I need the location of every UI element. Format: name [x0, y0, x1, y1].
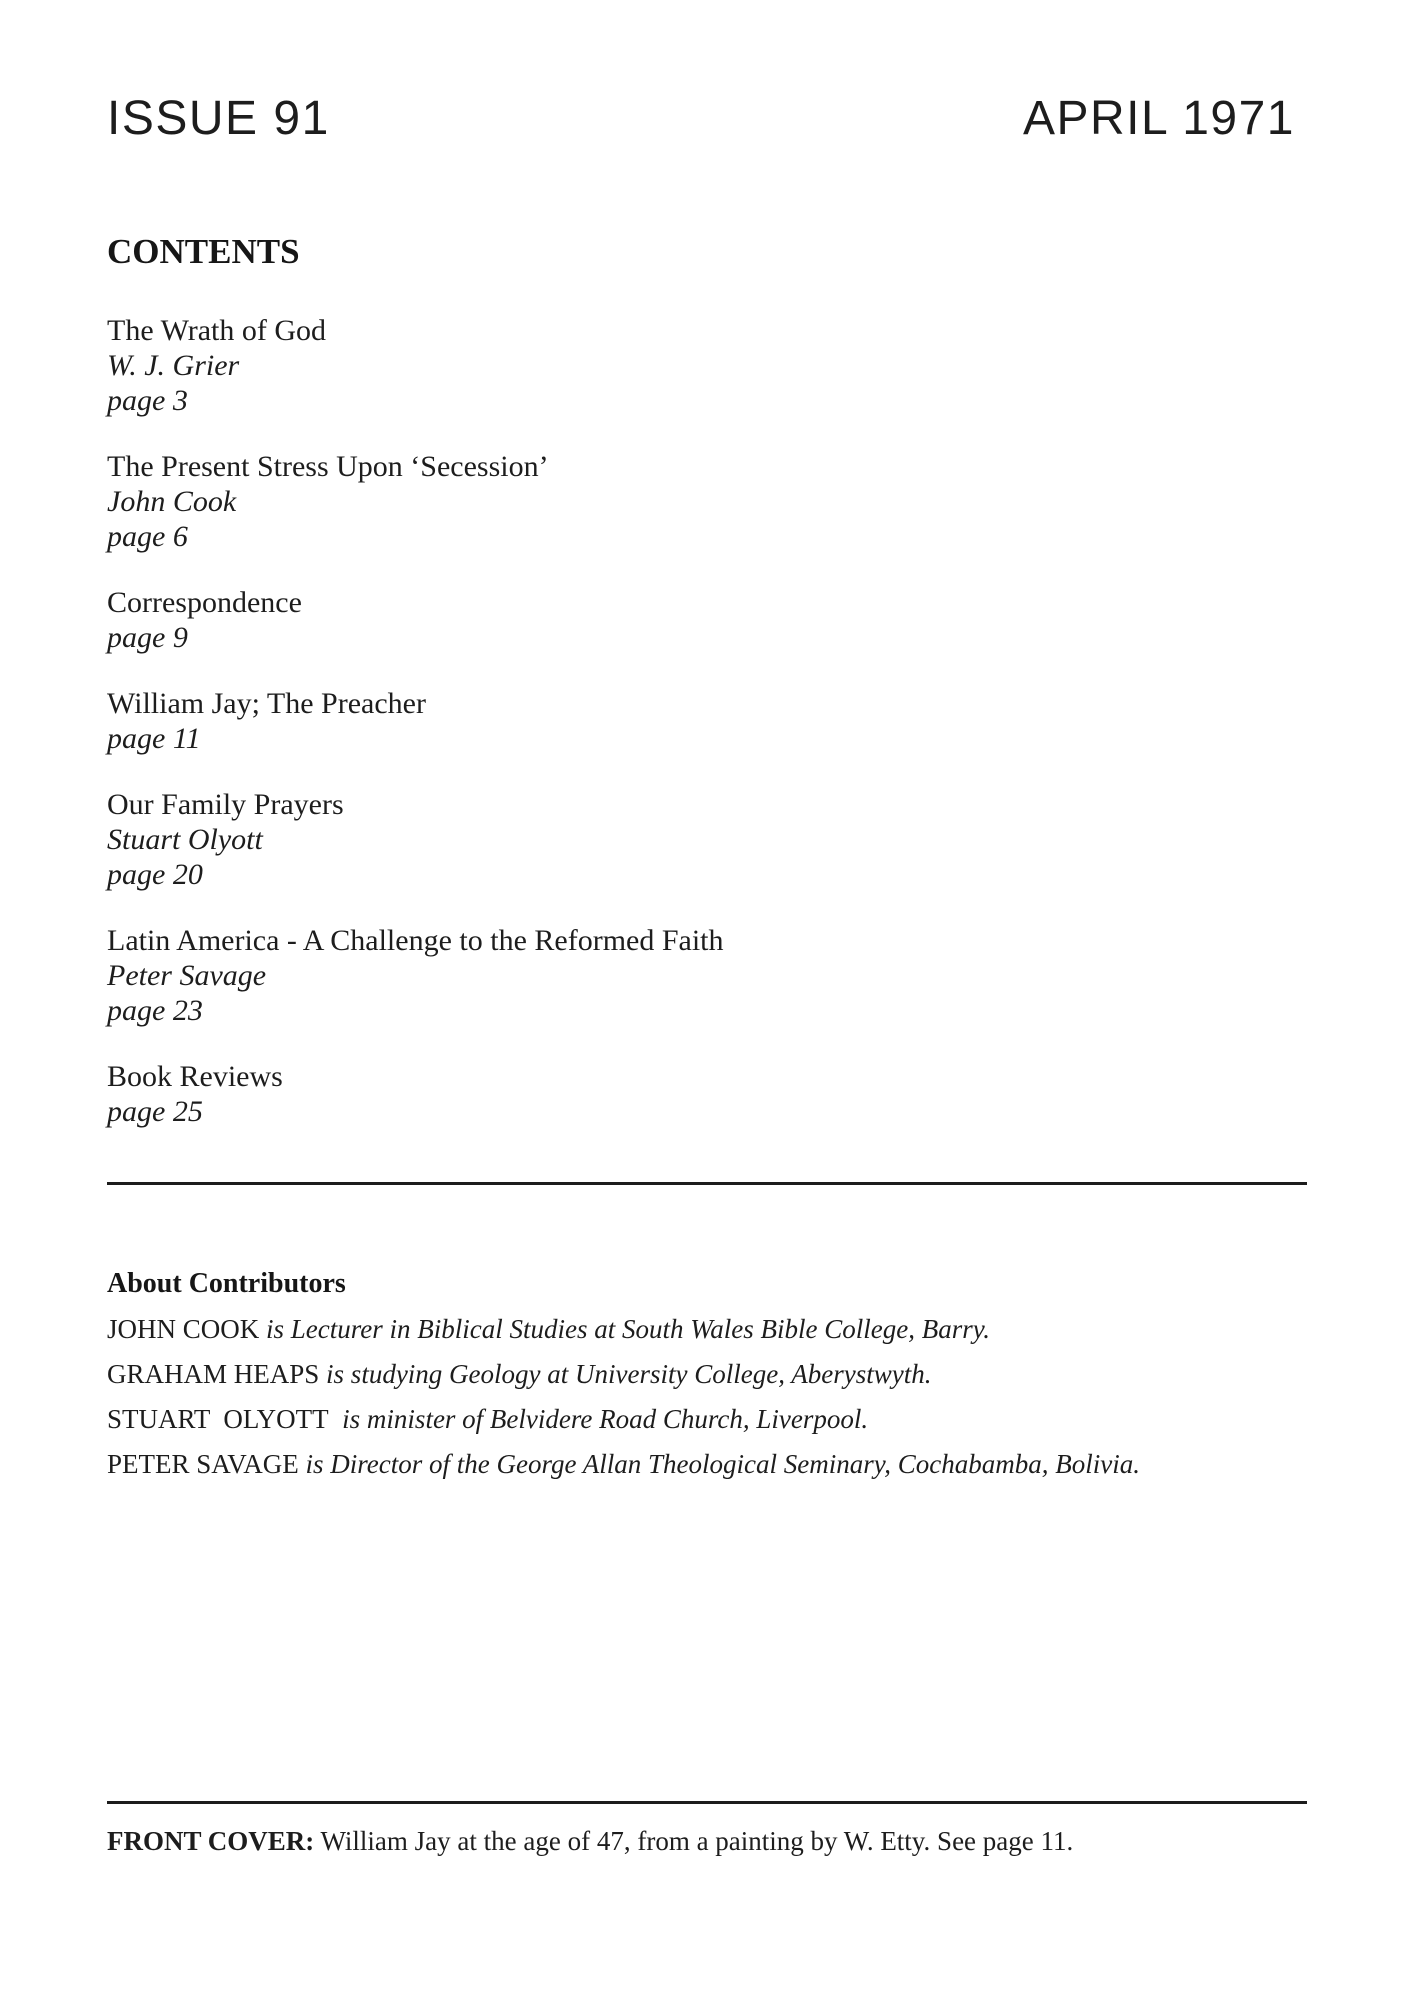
contributor-row: [107, 1314, 1307, 1344]
contributor-name: STUART OLYOTT: [107, 1404, 329, 1434]
toc-author: W. J. Grier: [107, 349, 240, 382]
toc-item: [107, 585, 1207, 655]
contributor-description: is studying Geology at University College, Aberystwyth.: [319, 1359, 932, 1389]
date-label: APRIL 1971: [1022, 92, 1295, 145]
contributor-row: [107, 1449, 1307, 1479]
contributor-row: [107, 1404, 1307, 1434]
toc-page: page 23: [107, 994, 203, 1027]
toc-page: page 3: [107, 384, 188, 417]
toc-item: [107, 313, 1207, 418]
front-cover-text: William Jay at the age of 47, from a painting by W. Etty. See page 11.: [314, 1826, 1074, 1856]
contributor-row: [107, 1359, 1307, 1389]
front-cover-label: FRONT COVER:: [107, 1826, 315, 1856]
toc-title: Book Reviews: [107, 1060, 283, 1093]
front-cover-note: [107, 1826, 1307, 1856]
about-contributors-heading: About Contributors: [107, 1268, 346, 1299]
toc-title: Latin America - A Challenge to the Reformed Faith: [107, 924, 724, 957]
toc-author: Stuart Olyott: [107, 823, 263, 856]
toc-item: [107, 449, 1207, 554]
toc-page: page 11: [107, 722, 201, 755]
toc-title: Correspondence: [107, 586, 302, 619]
divider-rule-bottom: [107, 1801, 1307, 1804]
toc-page: page 25: [107, 1095, 203, 1128]
toc-item: [107, 923, 1207, 1028]
contents-heading: CONTENTS: [107, 232, 300, 271]
contributor-name: GRAHAM HEAPS: [107, 1359, 320, 1389]
toc-item: [107, 787, 1207, 892]
contributor-name: JOHN COOK: [107, 1314, 260, 1344]
toc-item: [107, 1059, 1207, 1129]
contributor-description: is Lecturer in Biblical Studies at South Wales Bible College, Barry.: [259, 1314, 990, 1344]
toc-page: page 6: [107, 520, 188, 553]
issue-label: ISSUE 91: [107, 92, 330, 145]
toc-author: John Cook: [107, 485, 237, 518]
toc-title: The Wrath of God: [107, 314, 327, 347]
toc-title: The Present Stress Upon ‘Secession’: [107, 450, 549, 483]
contributors-list: [107, 1314, 1307, 1494]
toc-author: Peter Savage: [107, 959, 267, 992]
contributor-name: PETER SAVAGE: [107, 1449, 299, 1479]
toc-title: Our Family Prayers: [107, 788, 344, 821]
toc-page: page 9: [107, 621, 188, 654]
page-header: [107, 92, 1295, 145]
toc-title: William Jay; The Preacher: [107, 687, 426, 720]
toc-item: [107, 686, 1207, 756]
contributor-description: is Director of the George Allan Theological Seminary, Cochabamba, Bolivia.: [298, 1449, 1140, 1479]
table-of-contents: [107, 313, 1207, 1160]
contributor-description: is minister of Belvidere Road Church, Liverpool.: [328, 1404, 869, 1434]
toc-page: page 20: [107, 858, 203, 891]
divider-rule-top: [107, 1182, 1307, 1185]
